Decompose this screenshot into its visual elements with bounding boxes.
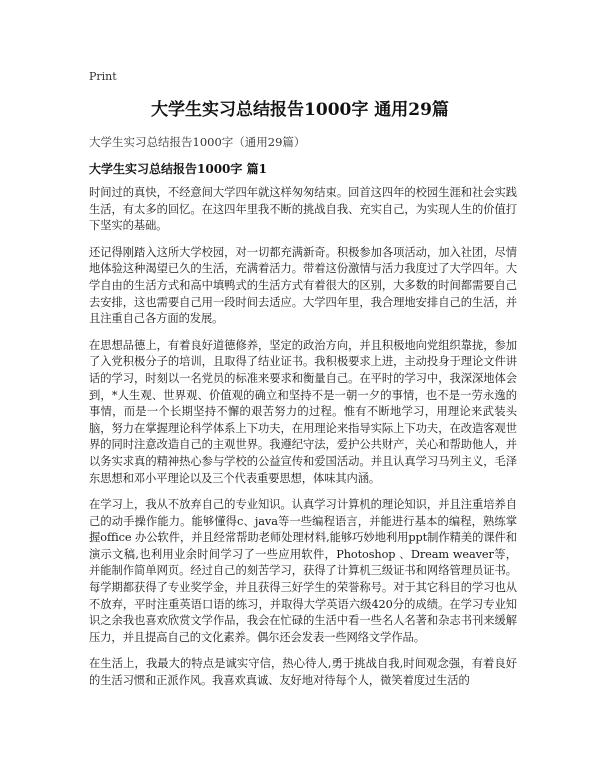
paragraph-intro: 时间过的真快，不经意间大学四年就这样匆匆结束。回首这四年的校园生涯和社会实践生活，有太多的回忆。在这四年里我不断的挑战自我、充实自己，为实现人生的价值打下坚实的基础。 bbox=[89, 186, 517, 233]
paragraph-life: 在生活上，我最大的特点是诚实守信，热心待人,勇于挑战自我,时间观念强，有着良好的生活习惯和正派作风。我喜欢真诚、友好地对待每个人，微笑着度过生活的 bbox=[89, 657, 517, 688]
document-body bbox=[89, 185, 517, 700]
document-subtitle: 大学生实习总结报告1000字（通用29篇） bbox=[89, 135, 306, 149]
paragraph-campus-life: 还记得刚踏入这所大学校园，对一切都充满新奇。积极参加各项活动，加入社团，尽情地体验这种渴望已久的生活，充满着活力。带着这份激情与活力我度过了大学四年。大学自由的生活方式和高中填鸭式的生活方式有着很大的区别，大多数的时间都需要自己去安排，这也需要自己用一段时间去适应。大学四年里，我合理地安排自己的生活，并且注重自己各方面的发展。 bbox=[89, 245, 517, 326]
paragraph-study: 在学习上，我从不放弃自己的专业知识。认真学习计算机的理论知识，并且注重培养自己的动手操作能力。能够懂得c、java等一些编程语言，并能进行基本的编程，熟练掌握office 办公软件，并且经常帮助老师处理材料,能够巧妙地利用ppt制作精美的课件和演示文稿,也利用业余时间学习了一些应用软件，Photoshop 、Dream weaver等，并能制作简单网页。经过自己的刻苦学习，获得了计算机三级证书和网络管理员证书。每学期都获得了专业奖学金，并且获得三好学生的荣誉称号。对于其它科目的学习也从不放弃，平时注重英语口语的练习，并取得大学英语六级420分的成绩。在学习专业知识之余我也喜欢欣赏文学作品，我会在忙碌的生活中看一些名人名著和杂志书刊来缓解压力，并且提高自己的文化素养。偶尔还会发表一些网络文学作品。 bbox=[89, 498, 517, 644]
print-label: Print bbox=[89, 70, 117, 83]
page-title: 大学生实习总结报告1000字 通用29篇 bbox=[151, 100, 449, 120]
section-heading: 大学生实习总结报告1000字 篇1 bbox=[89, 162, 267, 176]
paragraph-ideology: 在思想品德上，有着良好道德修养，坚定的政治方向，并且积极地向党组织靠拢，参加了入党积极分子的培训，且取得了结业证书。我积极要求上进，主动投身于理论文件讲话的学习，时刻以一名党员的标准来要求和衡量自己。在平时的学习中，我深深地体会到，*人生观、世界观、价值观的确立和坚持不是一朝一夕的事情，也不是一劳永逸的事情，而是一个长期坚持不懈的艰苦努力的过程。惟有不断地学习，用理论来武装头脑，努力在掌握理论科学体系上下功夫，在用理论来指导实际上下功夫，在改造客观世界的同时注意改造自己的主观世界。我遵纪守法，爱护公共财产，关心和帮助他人，并以务实求真的精神热心参与学校的公益宣传和爱国活动。并且认真学习马列主义，毛泽东思想和邓小平理论以及三个代表重要思想，体味其内涵。 bbox=[89, 338, 517, 485]
